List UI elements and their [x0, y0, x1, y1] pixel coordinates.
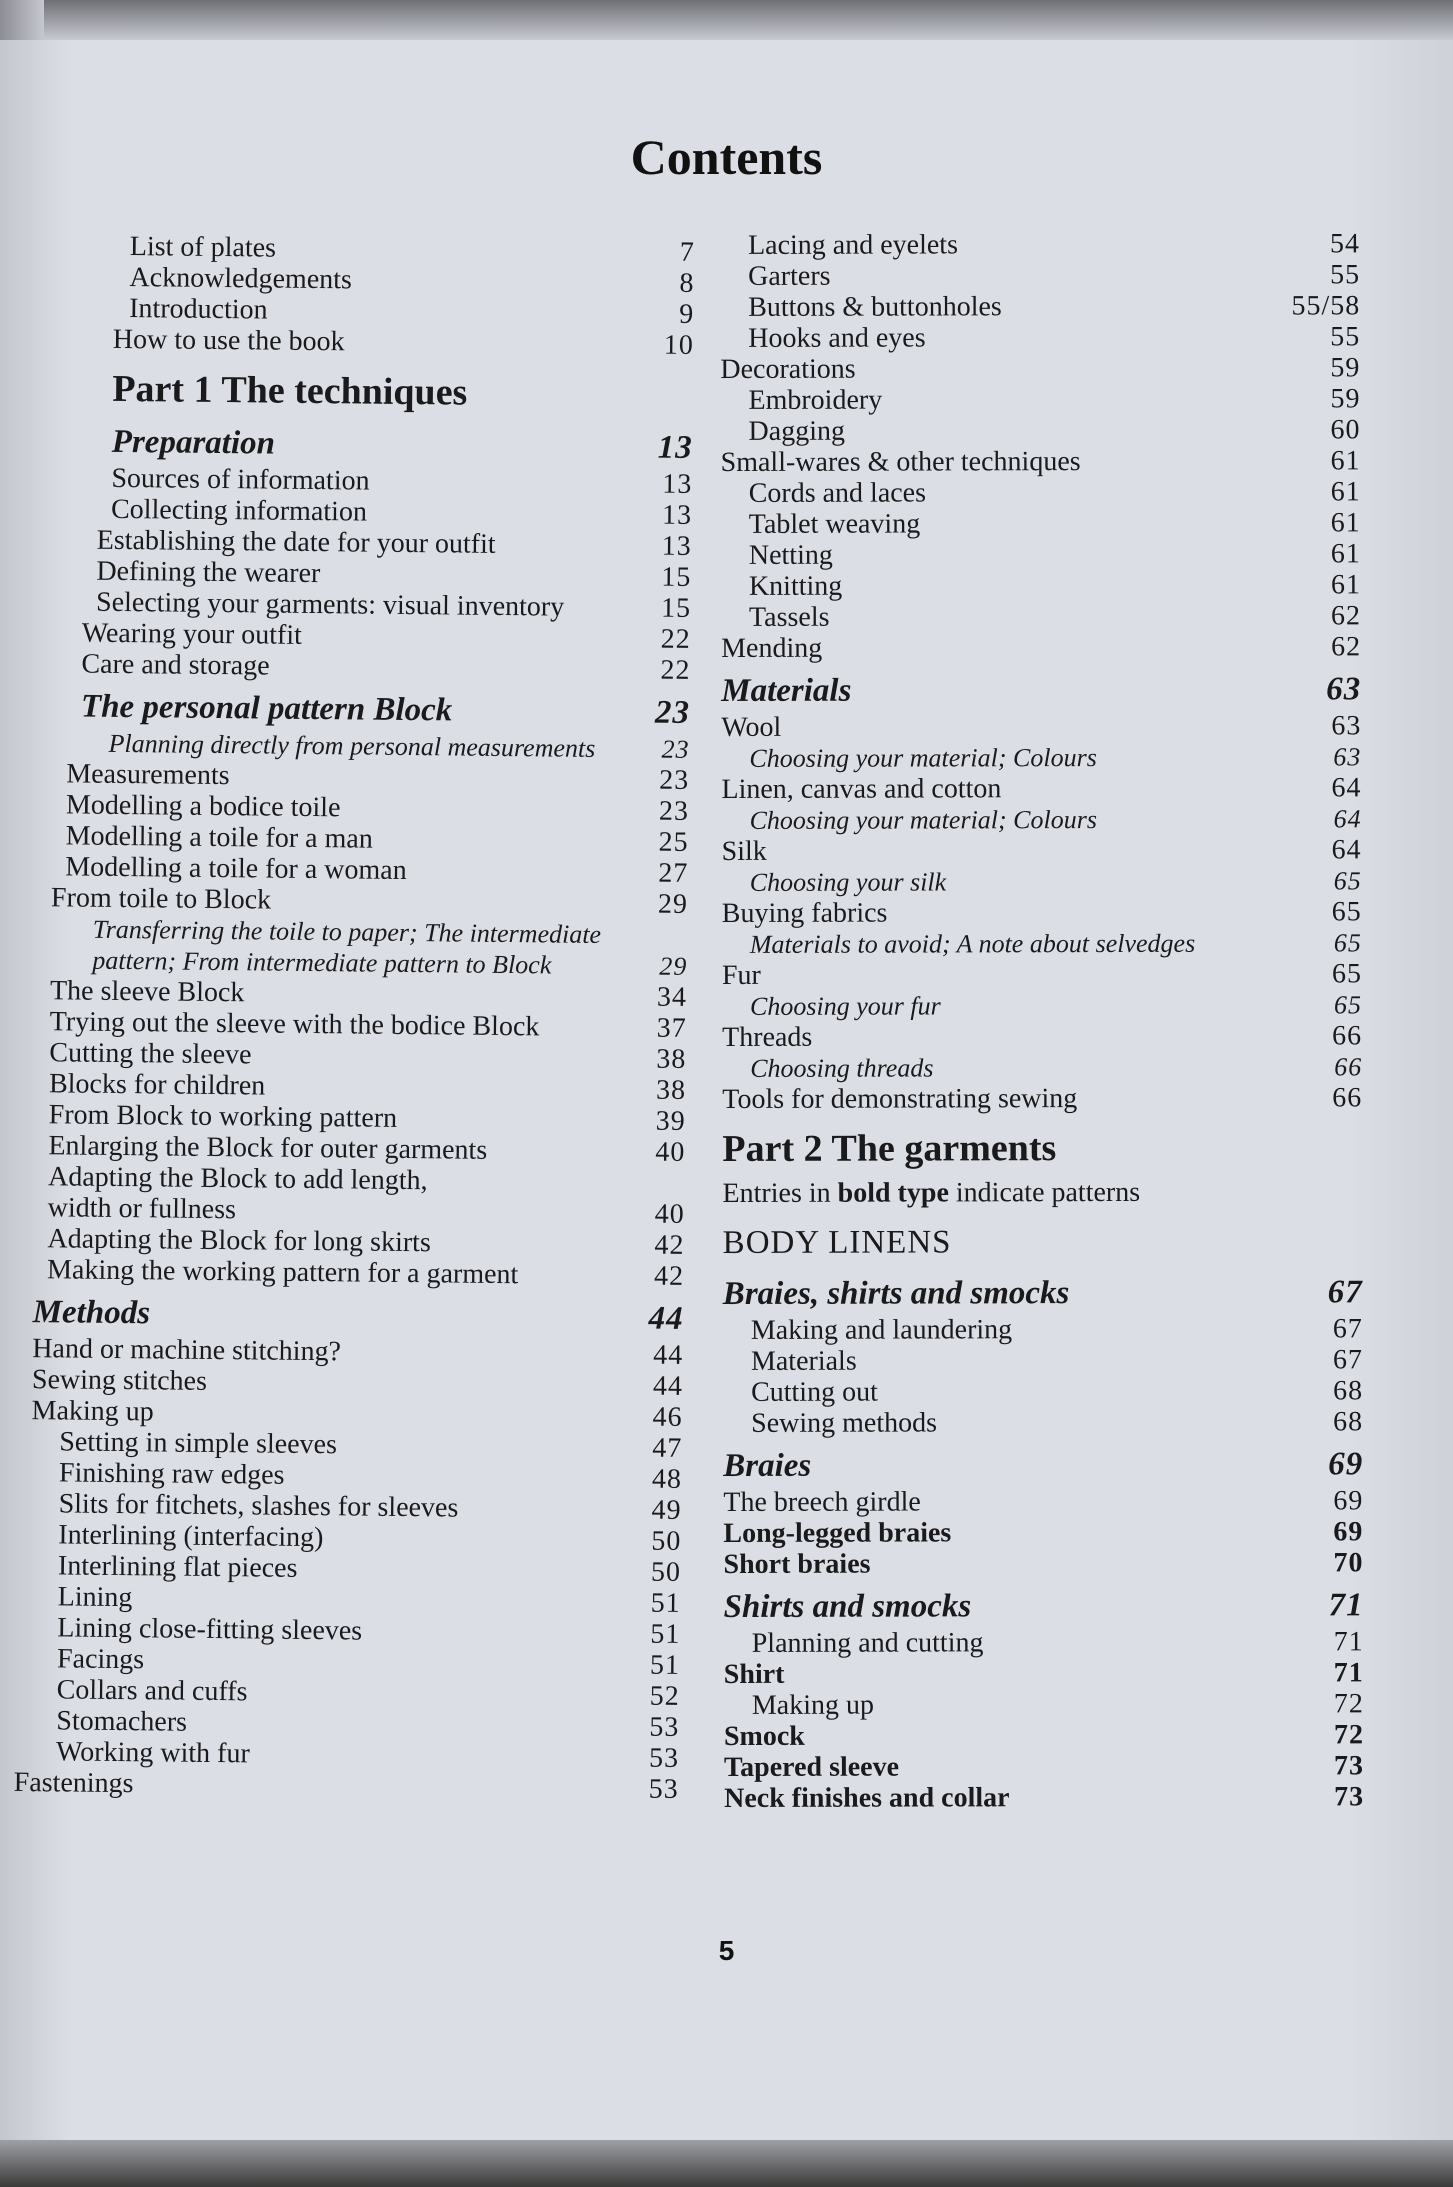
toc-entry-label: Silk [721, 835, 767, 867]
toc-entry-page: 68 [1333, 1375, 1364, 1407]
toc-entry [29, 323, 694, 361]
toc-entry-label: Wool [721, 711, 782, 743]
toc-entry-label: Threads [722, 1021, 813, 1053]
toc-entry [723, 1406, 1363, 1439]
toc-entry [724, 1750, 1364, 1783]
toc-entry-label: Cutting out [751, 1376, 878, 1408]
toc-entry-label: Modelling a bodice toile [65, 789, 341, 824]
toc-entry-page: 65 [1333, 990, 1363, 1020]
toc-entry-label: Choosing your material; Colours [749, 805, 1098, 835]
toc-entry-label: Choosing threads [750, 1053, 934, 1083]
toc-entry-page: 71 [1333, 1626, 1364, 1658]
toc-entry-label: List of plates [129, 231, 277, 264]
toc-entry-label: Tassels [748, 601, 830, 633]
toc-entry-label: Materials [750, 1345, 857, 1377]
toc-entry [721, 710, 1361, 743]
toc-entry-page: 64 [1331, 772, 1362, 804]
toc-entry [722, 1173, 1362, 1213]
toc-entry-page: 55 [1330, 259, 1361, 291]
toc-entry-page: 53 [648, 1773, 679, 1805]
toc-entry-page: 42 [654, 1229, 685, 1261]
toc-entry-page: 49 [651, 1494, 682, 1526]
toc-entry [721, 631, 1361, 664]
toc-entry-label: Enlarging the Block for outer garments [48, 1130, 488, 1166]
toc-entry [18, 1291, 683, 1340]
toc-entry-page: 8 [679, 267, 695, 299]
toc-entry-label: Braies [723, 1447, 812, 1484]
toc-entry-label: How to use the book [112, 323, 345, 358]
toc-entry [19, 1254, 684, 1292]
toc-entry-label: Tablet weaving [748, 508, 921, 540]
toc-right-column [720, 228, 1364, 1814]
toc-entry-label: Shirt [723, 1658, 785, 1690]
toc-entry-label: Fastenings [13, 1766, 134, 1800]
toc-entry-page: 62 [1331, 631, 1362, 663]
toc-entry [721, 741, 1361, 774]
toc-entry-page: 71 [1333, 1657, 1364, 1689]
toc-entry-label: Adapting the Block to add length, [47, 1161, 428, 1197]
toc-entry-page: 13 [661, 530, 692, 562]
toc-entry-page: 23 [658, 795, 690, 827]
toc-entry-page: 50 [651, 1525, 682, 1557]
toc-entry-page: 73 [1334, 1781, 1365, 1813]
toc-entry [720, 321, 1360, 354]
toc-entry-label: Cords and laces [748, 477, 927, 509]
toc-entry-label: Planning and cutting [751, 1627, 984, 1659]
toc-entry-page: 69 [1333, 1516, 1364, 1548]
toc-entry-label: Netting [748, 539, 833, 571]
toc-entry-label: Entries in bold type indicate patterns [722, 1176, 1141, 1209]
toc-entry [723, 1547, 1363, 1580]
toc-entry-label: Slits for fitchets, slashes for sleeves [58, 1488, 459, 1524]
toc-entry-page: 67 [1327, 1274, 1363, 1311]
toc-entry-label: Decorations [720, 353, 856, 385]
toc-entry-page: 61 [1330, 538, 1361, 570]
toc-entry-label: Setting in simple sleeves [59, 1426, 338, 1461]
contents-title: Contents [630, 129, 823, 185]
toc-entry-label: Modelling a toile for a man [65, 820, 373, 855]
toc-entry-label: Preparation [111, 423, 276, 462]
toc-entry-label: Planning directly from personal measurements [108, 728, 596, 763]
toc-entry-page: 10 [663, 329, 694, 361]
toc-entry-label: Collecting information [110, 493, 368, 528]
toc-entry-page: 68 [1333, 1406, 1364, 1438]
toc-entry-label: Sewing stitches [31, 1364, 208, 1397]
toc-entry-label: Short braies [723, 1548, 871, 1580]
toc-entry [722, 958, 1362, 991]
toc-entry-page: 27 [658, 857, 689, 889]
toc-entry [723, 1313, 1363, 1346]
toc-entry-page: 23 [661, 734, 690, 764]
toc-entry [720, 414, 1360, 447]
toc-entry [724, 1688, 1364, 1721]
toc-entry-label: Smock [723, 1720, 805, 1752]
page-bottom-edge [0, 2140, 1453, 2187]
toc-entry-label: Stomachers [56, 1705, 188, 1738]
toc-entry-page: 73 [1333, 1750, 1365, 1782]
toc-entry-page: 39 [655, 1105, 686, 1137]
toc-entry [721, 507, 1361, 540]
toc-entry [722, 1082, 1362, 1115]
toc-entry-label: pattern; From intermediate pattern to Block [92, 945, 552, 980]
toc-entry-label: Choosing your fur [749, 991, 941, 1021]
toc-entry [723, 1271, 1363, 1315]
toc-entry-page: 61 [1330, 476, 1361, 508]
toc-entry [720, 383, 1360, 416]
toc-entry-page: 44 [652, 1370, 684, 1402]
toc-entry-page: 66 [1332, 1020, 1363, 1052]
toc-entry-label: Blocks for children [48, 1068, 266, 1102]
toc-entry-page: 40 [654, 1198, 685, 1230]
toc-entry-page: 64 [1331, 834, 1362, 866]
toc-entry-label: Lacing and eyelets [747, 229, 958, 261]
toc-entry-page: 40 [655, 1136, 686, 1168]
toc-entry-label: Tapered sleeve [723, 1751, 900, 1783]
toc-entry-page: 61 [1330, 445, 1361, 477]
toc-entry-page: 34 [656, 981, 688, 1013]
page-top-edge [44, 0, 1453, 40]
toc-entry-label: Acknowledgements [129, 262, 353, 296]
toc-entry [723, 1485, 1363, 1518]
toc-entry-page: 42 [653, 1260, 685, 1292]
toc-entry-page: 7 [679, 236, 695, 268]
toc-entry-page: 65 [1331, 958, 1362, 990]
toc-entry [721, 476, 1361, 509]
toc-entry [722, 989, 1362, 1022]
toc-entry-label: Lining [57, 1581, 133, 1614]
toc-entry-page: 67 [1332, 1313, 1363, 1345]
toc-entry-label: Long-legged braies [723, 1517, 952, 1549]
toc-entry-label: width or fullness [47, 1192, 237, 1226]
toc-entry-label: Embroidery [748, 384, 883, 416]
toc-entry-label: Trying out the sleeve with the bodice Block [49, 1006, 540, 1043]
toc-entry [723, 1375, 1363, 1408]
toc-entry-page: 25 [658, 826, 689, 858]
toc-entry-page: 65 [1333, 928, 1362, 958]
toc-entry-page: 29 [659, 951, 688, 981]
toc-entry [724, 1781, 1364, 1814]
toc-entry [721, 569, 1361, 602]
toc-entry-label: Lining close-fitting sleeves [57, 1612, 363, 1647]
toc-entry-page: 13 [662, 468, 693, 500]
toc-entry-label: The breech girdle [723, 1486, 921, 1518]
toc-entry [724, 1626, 1364, 1659]
toc-entry-page: 69 [1328, 1446, 1364, 1483]
toc-entry-label: Garters [748, 260, 831, 292]
toc-entry-label: Sewing methods [751, 1407, 938, 1439]
toc-entry-label: From Block to working pattern [48, 1099, 398, 1134]
toc-entry-label: Part 1 The techniques [112, 367, 468, 414]
toc-entry-page: 37 [656, 1012, 687, 1044]
toc-entry-page: 63 [1333, 742, 1362, 772]
toc-entry [721, 772, 1361, 805]
toc-entry-page: 54 [1329, 228, 1361, 260]
toc-entry-label: Establishing the date for your outfit [96, 524, 496, 560]
toc-entry [723, 1217, 1363, 1267]
toc-entry [25, 648, 690, 686]
toc-entry-label: Choosing your material; Colours [749, 743, 1097, 773]
toc-entry-page: 22 [660, 654, 691, 686]
toc-entry-page: 61 [1330, 569, 1361, 601]
toc-entry-page: 52 [649, 1680, 680, 1712]
toc-entry [723, 1516, 1363, 1549]
toc-entry [722, 927, 1362, 960]
toc-entry-label: Making and laundering [750, 1314, 1013, 1346]
toc-entry-label: Knitting [748, 570, 843, 602]
toc-entry-label: Shirts and smocks [723, 1588, 972, 1625]
toc-entry-label: Mending [721, 632, 823, 664]
toc-entry-page: 48 [651, 1463, 683, 1495]
toc-entry [722, 1121, 1362, 1175]
toc-entry-page: 47 [652, 1432, 683, 1464]
toc-entry-page: 9 [678, 298, 695, 330]
toc-entry-label: Making up [31, 1395, 154, 1428]
toc-entry-label: Linen, canvas and cotton [721, 773, 1002, 805]
toc-entry-label: Small-wares & other techniques [720, 446, 1081, 478]
toc-entry-page: 71 [1328, 1587, 1364, 1624]
toc-entry-label: Adapting the Block for long skirts [47, 1223, 431, 1259]
toc-entry [724, 1657, 1364, 1690]
toc-entry-page: 53 [649, 1711, 680, 1743]
toc-entry-page: 46 [652, 1401, 683, 1433]
toc-left-column [14, 230, 695, 1805]
toc-entry-page: 55 [1330, 321, 1361, 353]
toc-entry-page: 44 [648, 1300, 684, 1337]
toc-entry-label: Sources of information [111, 462, 370, 497]
toc-entry-label: Fur [721, 959, 761, 991]
toc-entry-label: Methods [32, 1294, 151, 1332]
toc-entry-label: Collars and cuffs [56, 1674, 248, 1708]
toc-entry-label: Choosing your silk [749, 867, 947, 897]
toc-entry-label: Neck finishes and collar [724, 1782, 1010, 1814]
toc-entry [724, 1719, 1364, 1752]
toc-entry-page: 13 [661, 499, 693, 531]
toc-entry [25, 685, 690, 734]
toc-entry-label: Materials to avoid; A note about selvedges [749, 928, 1196, 959]
toc-entry-page: 15 [660, 592, 692, 624]
toc-entry-label: Hand or machine stitching? [32, 1333, 342, 1368]
toc-entry-page: 29 [657, 888, 689, 920]
toc-entry-page: 13 [657, 429, 693, 466]
toc-entry [723, 1344, 1363, 1377]
toc-entry [722, 1020, 1362, 1053]
toc-entry-label: Buttons & buttonholes [748, 291, 1002, 323]
toc-entry-label: Modelling a toile for a woman [65, 851, 407, 886]
toc-entry-label: BODY LINENS [722, 1224, 952, 1261]
toc-entry-page: 60 [1330, 414, 1361, 446]
toc-entry-label: Part 2 The garments [722, 1127, 1057, 1170]
toc-entry-label: Making the working pattern for a garment [46, 1254, 519, 1291]
toc-entry-page: 23 [654, 694, 691, 731]
toc-entry [724, 1584, 1364, 1628]
toc-entry [721, 538, 1361, 571]
toc-entry-page: 66 [1332, 1082, 1363, 1114]
toc-entry [721, 445, 1361, 478]
toc-entry-label: Buying fabrics [721, 897, 888, 929]
toc-entry-page: 51 [649, 1649, 681, 1681]
toc-entry [720, 352, 1360, 385]
toc-entry-page: 65 [1333, 866, 1362, 896]
toc-entry-label: Hooks and eyes [748, 322, 926, 354]
toc-entry-page: 50 [650, 1556, 682, 1588]
toc-entry-page: 23 [659, 764, 690, 796]
toc-entry-label: Making up [751, 1689, 875, 1721]
toc-entry-label: Dagging [748, 415, 846, 447]
toc-entry-label: Working with fur [55, 1736, 250, 1770]
page-number: 5 [718, 1935, 735, 1966]
toc-entry-label: The sleeve Block [49, 975, 245, 1009]
toc-entry-label: Defining the wearer [96, 555, 321, 590]
toc-entry-page: 15 [661, 561, 692, 593]
toc-entry-page: 55/58 [1291, 290, 1361, 322]
toc-entry-page: 59 [1330, 383, 1361, 415]
toc-entry-label: From toile to Block [50, 882, 272, 916]
toc-entry-label: Materials [721, 672, 852, 709]
toc-entry [722, 803, 1362, 836]
toc-entry-page: 70 [1333, 1547, 1364, 1579]
toc-entry-label: Finishing raw edges [58, 1457, 285, 1491]
toc-entry-label: Transferring the toile to paper; The intermediate [92, 914, 602, 950]
toc-entry-page: 66 [1334, 1052, 1363, 1082]
toc-entry-label: Wearing your outfit [81, 617, 303, 651]
toc-entry [721, 668, 1361, 712]
toc-entry-page: 72 [1333, 1719, 1364, 1751]
toc-entry [722, 865, 1362, 898]
toc-entry [723, 1443, 1363, 1487]
toc-entry-page: 63 [1326, 671, 1362, 708]
toc-entry-page: 22 [660, 623, 691, 655]
toc-entry-label: The personal pattern Block [80, 688, 453, 729]
toc-entry-page: 64 [1333, 804, 1362, 834]
toc-entry-page: 59 [1330, 352, 1361, 384]
toc-entry-label: Selecting your garments: visual inventory [95, 586, 565, 623]
toc-entry-label: Facings [56, 1643, 145, 1676]
toc-entry [722, 1051, 1362, 1084]
toc-entry [720, 290, 1360, 323]
toc-entry-label: Braies, shirts and smocks [722, 1275, 1070, 1312]
toc-entry-page: 51 [650, 1618, 681, 1650]
toc-entry-page: 72 [1333, 1688, 1364, 1720]
toc-entry [721, 600, 1361, 633]
toc-entry-page: 69 [1333, 1485, 1364, 1517]
toc-entry [722, 834, 1362, 867]
toc-entry-page: 65 [1331, 896, 1362, 928]
toc-entry-page: 67 [1332, 1344, 1364, 1376]
toc-entry-label: Tools for demonstrating sewing [722, 1083, 1078, 1115]
toc-entry [720, 259, 1360, 292]
toc-entry-page: 38 [656, 1043, 687, 1075]
toc-entry [28, 420, 693, 469]
toc-entry-label: Measurements [66, 758, 230, 792]
toc-entry-page: 38 [655, 1074, 687, 1106]
toc-entry-page: 44 [653, 1339, 684, 1371]
toc-entry-label: Cutting the sleeve [49, 1037, 252, 1071]
toc-entry-page: 61 [1330, 507, 1361, 539]
toc-entry-page: 62 [1330, 600, 1362, 632]
toc-entry-label: Interlining (interfacing) [58, 1519, 324, 1554]
toc-entry-label: Care and storage [81, 648, 270, 682]
toc-entry-label: Interlining flat pieces [57, 1550, 298, 1584]
toc-entry-page: 53 [648, 1742, 680, 1774]
toc-entry-label: Introduction [129, 293, 268, 326]
toc-entry-page: 51 [650, 1587, 681, 1619]
toc-entry [720, 228, 1360, 261]
toc-entry-page: 63 [1331, 710, 1362, 742]
toc-entry [28, 362, 694, 421]
toc-entry [722, 896, 1362, 929]
